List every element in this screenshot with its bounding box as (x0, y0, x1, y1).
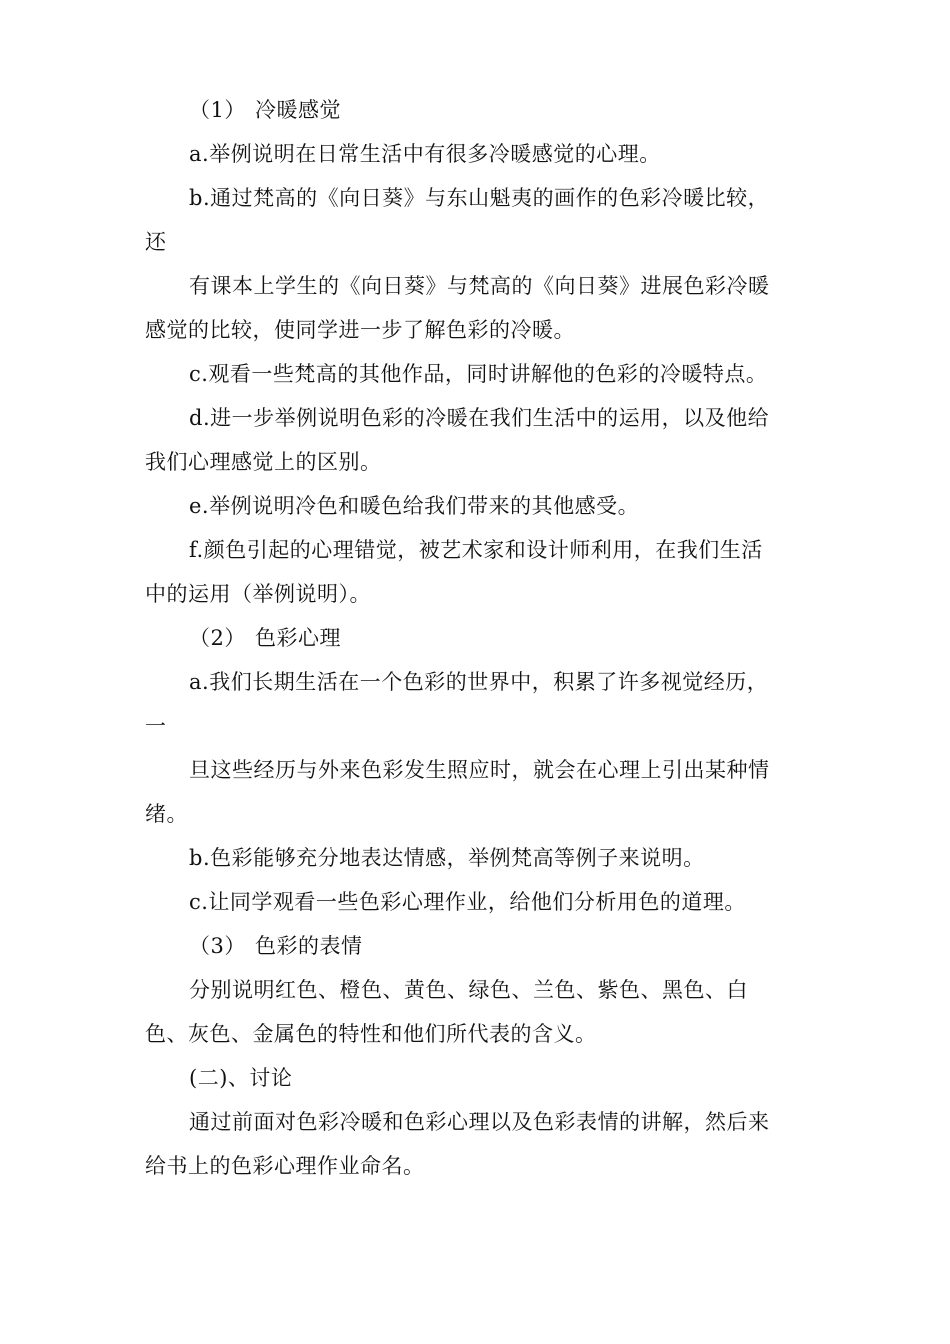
paragraph-line: b.色彩能够充分地表达情感，举例梵高等例子来说明。 (189, 846, 705, 870)
paragraph-line: c.观看一些梵高的其他作品，同时讲解他的色彩的冷暖特点。 (189, 362, 768, 386)
heading-cold-warm (189, 96, 341, 124)
heading-text: 冷暖感觉 (255, 98, 341, 122)
paragraph-line: 分别说明红色、橙色、黄色、绿色、兰色、紫色、黑色、白 (189, 978, 748, 1002)
paragraph-line: b.通过梵高的《向日葵》与东山魁夷的画作的色彩冷暖比较， (189, 186, 770, 210)
paragraph-line: 通过前面对色彩冷暖和色彩心理以及色彩表情的讲解，然后来 (189, 1110, 770, 1134)
heading-text: 色彩的表情 (255, 934, 363, 958)
heading-text: 色彩心理 (255, 626, 341, 650)
paragraph-line: c.让同学观看一些色彩心理作业，给他们分析用色的道理。 (189, 890, 746, 914)
paragraph-line: 还 (145, 230, 167, 254)
paragraph-line: 色、灰色、金属色的特性和他们所代表的含义。 (145, 1022, 597, 1046)
paragraph-line: 我们心理感觉上的区别。 (145, 450, 382, 474)
paragraph-line: 旦这些经历与外来色彩发生照应时，就会在心理上引出某种情 (189, 758, 770, 782)
heading-color-psychology (189, 624, 341, 652)
paragraph-line: e.举例说明冷色和暖色给我们带来的其他感受。 (189, 494, 640, 518)
paragraph-line: f.颜色引起的心理错觉，被艺术家和设计师利用，在我们生活 (189, 538, 763, 562)
paragraph-line: 感觉的比较，使同学进一步了解色彩的冷暖。 (145, 318, 575, 342)
paragraph-line: d.进一步举例说明色彩的冷暖在我们生活中的运用，以及他给 (189, 406, 770, 430)
paragraph-line: 一 (145, 714, 167, 738)
heading-number: （1） (189, 98, 246, 122)
paragraph-line: a.举例说明在日常生活中有很多冷暖感觉的心理。 (189, 142, 661, 166)
paragraph-line: 中的运用（举例说明）。 (145, 582, 371, 606)
paragraph-line: 有课本上学生的《向日葵》与梵高的《向日葵》进展色彩冷暖 (189, 274, 770, 298)
section-heading-discussion: (二)、讨论 (189, 1066, 293, 1090)
heading-number: （3） (189, 934, 246, 958)
heading-color-expression (189, 932, 363, 960)
paragraph-line: a.我们长期生活在一个色彩的世界中，积累了许多视觉经历， (189, 670, 769, 694)
paragraph-line: 给书上的色彩心理作业命名。 (145, 1154, 425, 1178)
heading-number: （2） (189, 626, 246, 650)
paragraph-line: 绪。 (145, 802, 188, 826)
